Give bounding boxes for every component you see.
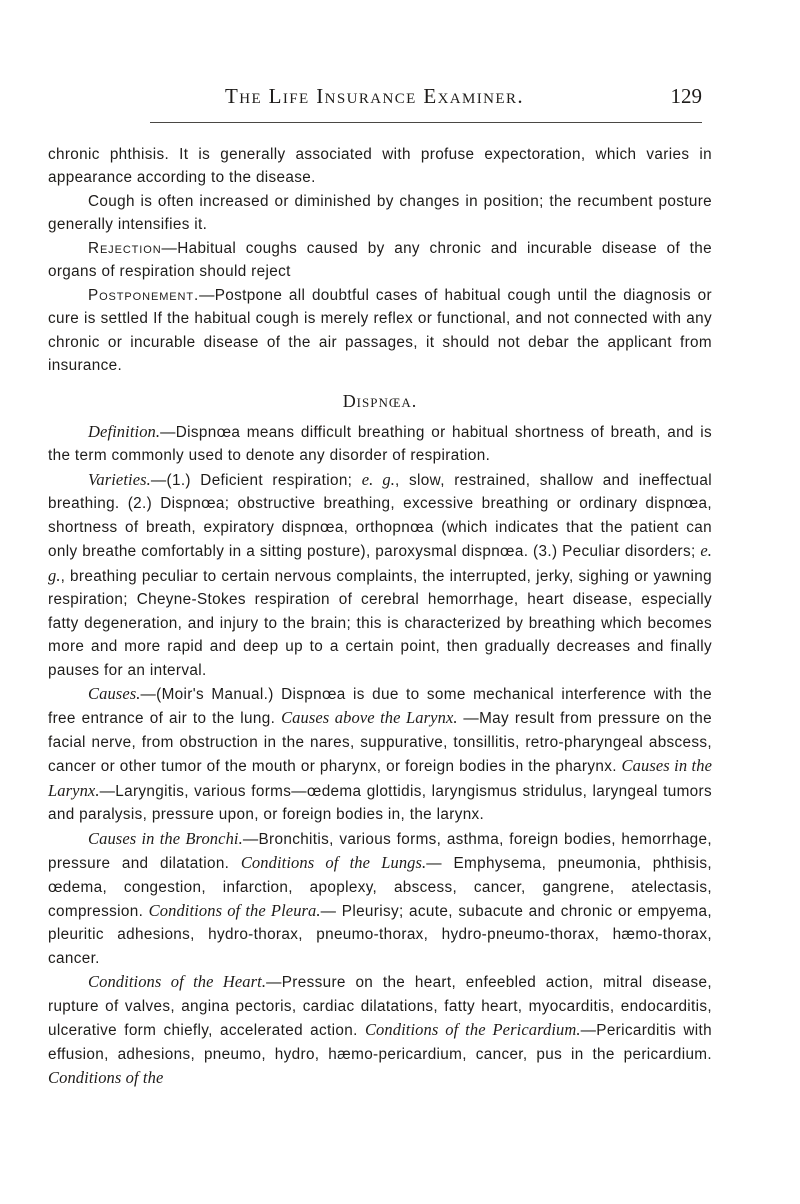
causes-above-larynx-label: Causes above the Larynx.: [281, 708, 458, 728]
bronchi-text-3: — Pleurisy; acute, subacute and chronic or empyema, pleuritic adhesions, hydro-thorax, pneumo-thorax, hydro-pneumo-thorax, hæmo-thorax, cancer.: [48, 903, 712, 967]
running-head-title: The Life Insurance Examiner.: [225, 84, 525, 108]
section-heading-dispnoea: Dispnœa.: [342, 390, 418, 411]
definition-label: Definition.: [88, 421, 161, 441]
page-number: 129: [670, 84, 702, 108]
paragraph-phthisis-continuation: chronic phthisis. It is generally associated with profuse expectoration, which varies in appearance according to the disease.: [48, 146, 712, 187]
lungs-label: Conditions of the Lungs.: [240, 853, 427, 873]
causes-text-3: —Laryngitis, various forms—œdema glottidis, laryngismus stridulus, laryngeal tumors and paralysis, pressure upon, or foreign bodies in, the larynx.: [48, 782, 712, 824]
varieties-label: Varieties.: [88, 469, 151, 489]
body-text: [48, 143, 712, 1091]
bronchi-text-2: — Emphysema, pneumonia, phthisis, œdema, congestion, infarction, apoplexy, abscess, cancer, gangrene, atelectasis, compression.: [48, 855, 712, 921]
causes-text-1: —(Moir's Manual.) Dispnœa is due to some mechanical interference with the free entrance of air to the lung.: [48, 685, 712, 728]
bronchi-label: Causes in the Bronchi.: [88, 828, 243, 848]
heart-text-1: —Pressure on the heart, enfeebled action, mitral disease, rupture of valves, angina pectoris, cardiac dilatations, fatty heart, myocarditis, endocarditis, ulcerative form chiefly, accelerated action.: [48, 974, 712, 1040]
paragraph-varieties: [48, 468, 712, 682]
paragraph-causes: [48, 682, 712, 827]
definition-text: —Dispnœa means difficult breathing or habitual shortness of breath, and is the term commonly used to denote any disorder of respiration.: [48, 423, 712, 465]
varieties-text-3: , breathing peculiar to certain nervous complaints, the interrupted, jerky, sighing or yawning respiration; Cheyne-Stokes respiration of cerebral hemorrhage, heart disease, especially fatty degeneration, and injury to the brain; this is characterized by breathing which becomes more and more rapid and deep up to a certain point, then gradually decreases and finally pauses for an interval.: [48, 567, 712, 679]
header-rule: [150, 122, 702, 123]
paragraph-postponement: [48, 284, 712, 378]
pleura-label: Conditions of the Pleura.: [148, 901, 321, 921]
varieties-text-1: —(1.) Deficient respiration;: [150, 471, 362, 489]
running-head: [150, 84, 702, 118]
rejection-label: Rejection: [88, 239, 162, 257]
trailing-conditions-label: Conditions of the: [48, 1068, 164, 1088]
paragraph-heart: [48, 970, 712, 1090]
paragraph-cough-position: Cough is often increased or diminished by changes in position; the recumbent posture generally intensifies it.: [48, 192, 712, 234]
postponement-text: —Postpone all doubtful cases of habitual cough until the diagnosis or cure is settled If the habitual cough is merely reflex or functional, and not connected with any chronic or incurable disease of the air passages, it should not debar the applicant from insurance.: [48, 286, 712, 375]
causes-in-larynx-label: Causes in the Larynx.: [48, 756, 712, 800]
rejection-text: —Habitual coughs caused by any chronic and incurable disease of the organs of respiration should reject: [48, 239, 712, 281]
paragraph-bronchi: [48, 827, 712, 971]
heart-label: Conditions of the Heart.: [88, 972, 267, 992]
paragraph-definition: [48, 420, 712, 468]
varieties-eg-2: e. g.: [48, 541, 712, 585]
varieties-eg-1: e. g.: [361, 469, 396, 489]
pericardium-label: Conditions of the Pericardium.: [364, 1020, 581, 1040]
varieties-text-2: , slow, restrained, shallow and ineffectual breathing. (2.) Dispnœa; obstructive breathing, excessive breathing or ordinary dispnœa, shortness of breath, expiratory dispnœa, orthopnœa (which indicates that the patient can only breathe comfortably in a sitting posture), paroxysmal dispnœa. (3.) Peculiar disorders;: [48, 471, 713, 561]
postponement-label: Postponement.: [88, 286, 200, 304]
causes-label: Causes.: [88, 683, 141, 703]
bronchi-text-1: —Bronchitis, various forms, asthma, foreign bodies, hemorrhage, pressure and dilatation.: [48, 830, 712, 873]
heart-text-2: —Pericarditis with effusion, adhesions, pneumo, hydro, hæmo-pericardium, cancer, pus in the pericardium.: [48, 1022, 712, 1063]
paragraph-rejection: [48, 237, 712, 284]
causes-text-2: —May result from pressure on the facial nerve, from obstruction in the nares, suppurative, tonsillitis, retro-pharyngeal abscess, cancer or other tumor of the mouth or pharynx, or foreign bodies in the pharynx.: [48, 710, 712, 776]
